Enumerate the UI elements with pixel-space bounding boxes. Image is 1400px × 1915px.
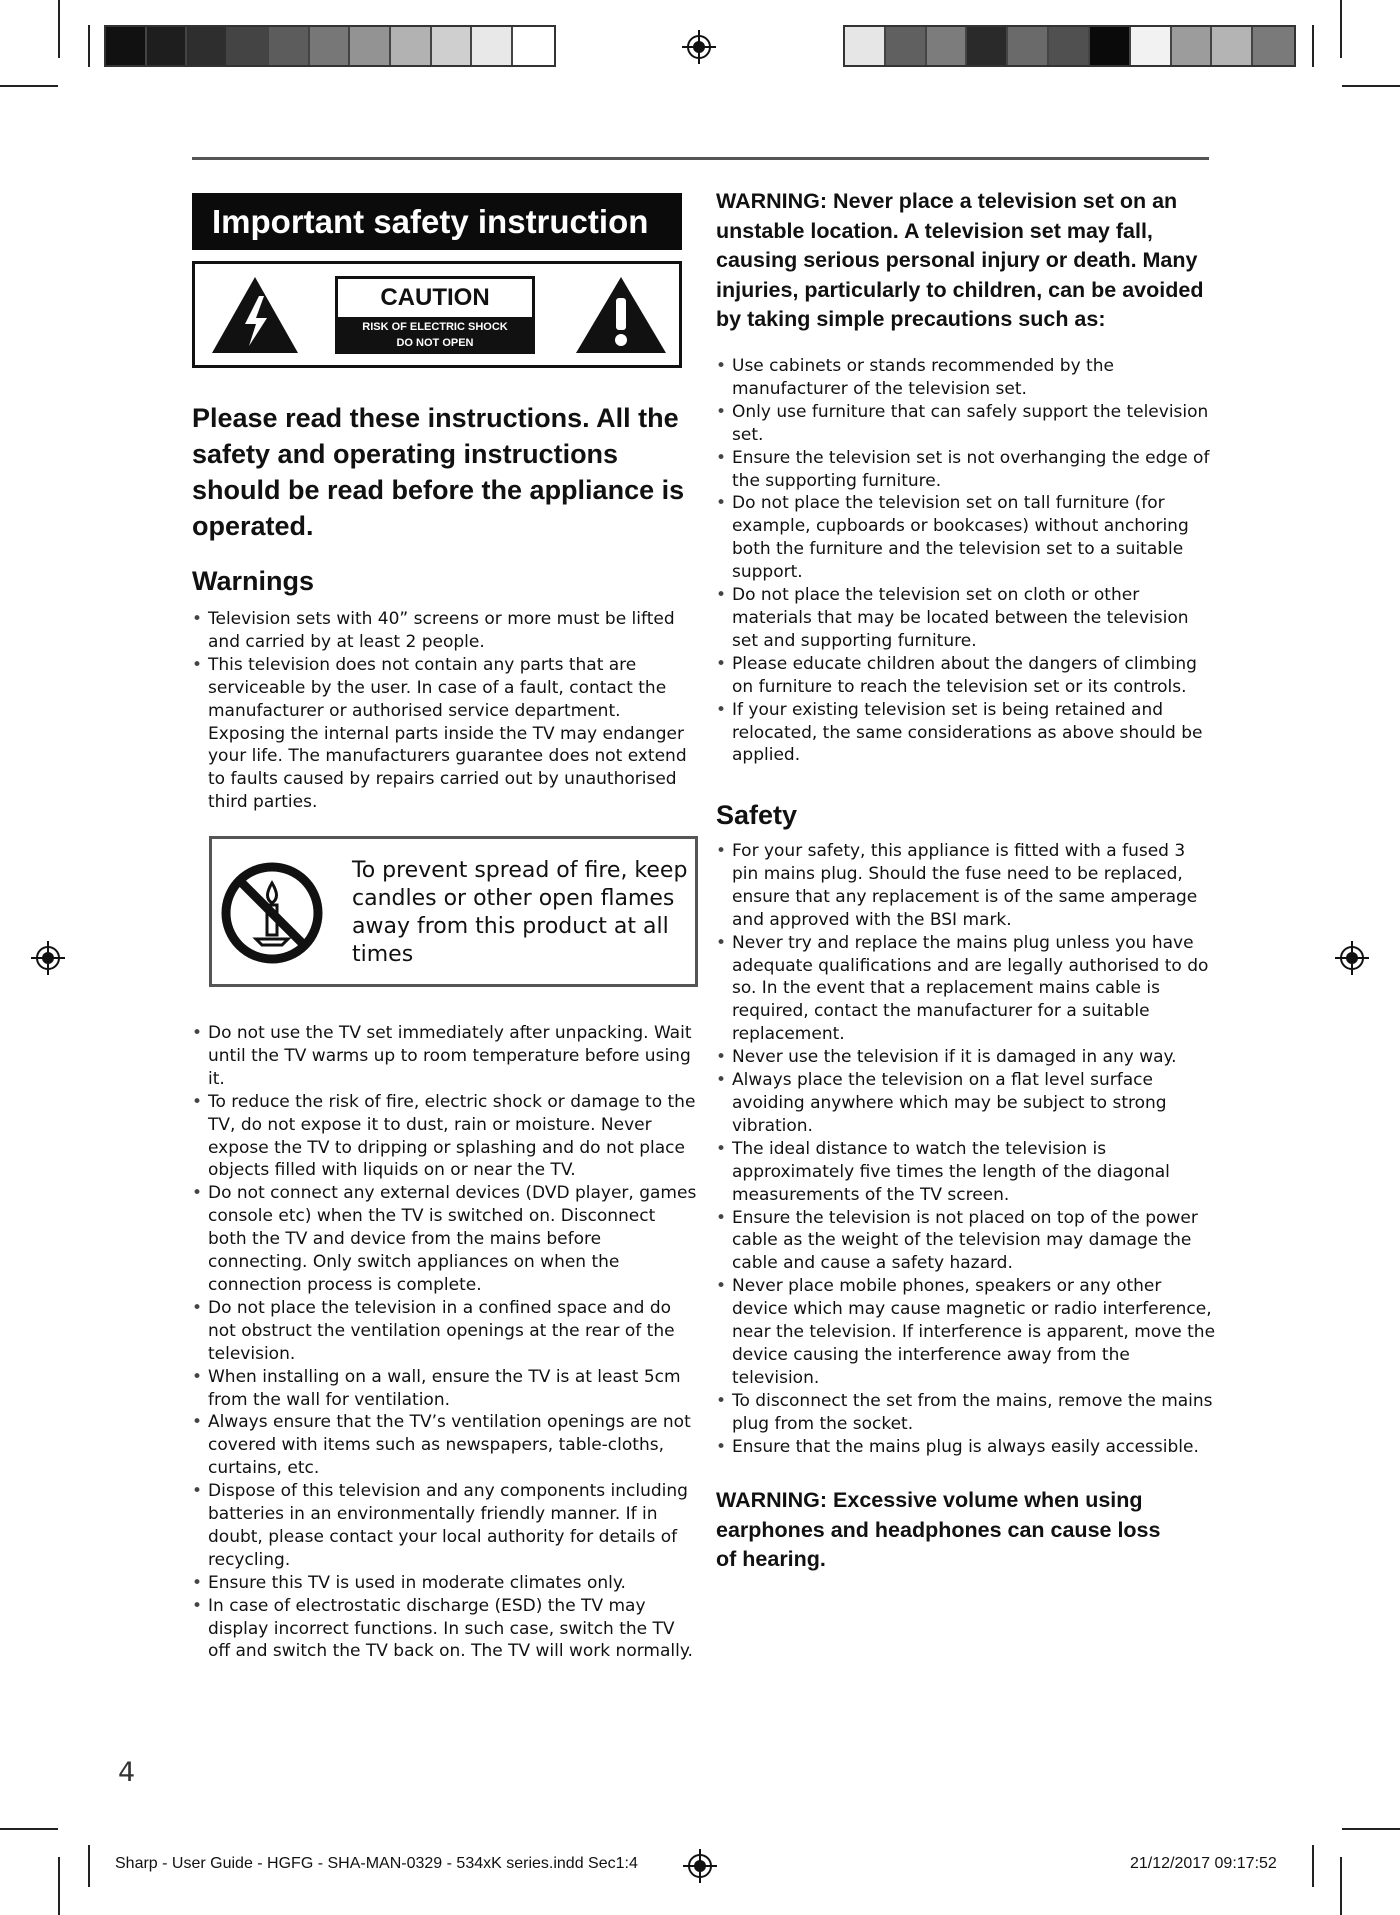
color-swatch	[845, 27, 886, 65]
list-item: • In case of electrostatic discharge (ESD) the TV may display incorrect functions. In such case, switch the TV off and switch the TV back on. The TV will work normally.	[192, 1595, 697, 1664]
no-open-flame-icon	[220, 861, 324, 965]
caution-label	[335, 276, 535, 354]
color-swatch	[513, 27, 554, 65]
color-swatch	[967, 27, 1008, 65]
crop-mark	[58, 1857, 60, 1915]
warnings-list	[192, 608, 692, 814]
stability-warning: WARNING: Never place a television set on an unstable location. A television set may fall, causing serious personal injury or death. Many injuries, particularly to children, can be avoided by taking simple precautions such as:	[716, 189, 1204, 331]
top-rule	[192, 157, 1209, 160]
list-item: • The ideal distance to watch the television is approximately five times the length of the diagonal measurements of the TV screen.	[716, 1138, 1216, 1207]
page-number: 4	[118, 1757, 136, 1788]
color-swatch	[269, 27, 310, 65]
footer-timestamp: 21/12/2017 09:17:52	[1130, 1855, 1277, 1872]
color-swatch	[350, 27, 391, 65]
list-item: • Ensure that the mains plug is always easily accessible.	[716, 1436, 1216, 1459]
list-item: • Please educate children about the dangers of climbing on furniture to reach the television set or its controls.	[716, 653, 1216, 699]
color-swatch	[927, 27, 968, 65]
footer-file-info: Sharp - User Guide - HGFG - SHA-MAN-0329 - 534xK series.indd Sec1:4	[115, 1855, 638, 1872]
section-title: Important safety instruction	[192, 193, 682, 250]
crop-mark	[1342, 1828, 1400, 1830]
list-item: • When installing on a wall, ensure the TV is at least 5cm from the wall for ventilation.	[192, 1366, 697, 1412]
crop-mark	[0, 85, 58, 87]
color-swatch	[187, 27, 228, 65]
caution-banner	[192, 261, 682, 368]
list-item: • Always ensure that the TV’s ventilation openings are not covered with items such as newspapers, table-cloths, curtains, etc.	[192, 1411, 697, 1480]
safety-list	[716, 840, 1216, 1458]
color-swatch	[1212, 27, 1253, 65]
color-swatch	[472, 27, 513, 65]
color-swatch	[886, 27, 927, 65]
list-item: • To disconnect the set from the mains, remove the mains plug from the socket.	[716, 1390, 1216, 1436]
crop-mark	[88, 25, 90, 67]
volume-warning: WARNING: Excessive volume when using earphones and headphones can cause loss of hearing.	[716, 1488, 1161, 1571]
registration-mark-icon	[683, 1849, 717, 1883]
fire-notice-box	[209, 836, 698, 987]
list-item: • Ensure the television set is not overhanging the edge of the supporting furniture.	[716, 447, 1216, 493]
color-bar-left	[104, 25, 556, 67]
color-swatch	[1172, 27, 1213, 65]
list-item: • Do not place the television set on tall furniture (for example, cupboards or bookcases) without anchoring both the furniture and the television set to a suitable support.	[716, 492, 1216, 584]
crop-mark	[1340, 1857, 1342, 1915]
color-bar-right	[843, 25, 1296, 67]
registration-mark-icon	[1335, 941, 1369, 975]
list-item: • Do not connect any external devices (DVD player, games console etc) when the TV is switched on. Disconnect both the TV and device from the mains before connecting. Only switch appliances on when the connection process is complete.	[192, 1182, 697, 1297]
crop-mark	[88, 1845, 90, 1887]
list-item: • If your existing television set is being retained and relocated, the same considerations as above should be applied.	[716, 699, 1216, 768]
registration-mark-icon	[682, 30, 716, 64]
color-swatch	[1253, 27, 1294, 65]
color-swatch	[1090, 27, 1131, 65]
crop-mark	[58, 0, 60, 58]
list-item: • Never try and replace the mains plug unless you have adequate qualifications and are legally authorised to do so. In the event that a replacement mains cable is required, contact the manufacturer for a suitable replacement.	[716, 932, 1216, 1047]
color-swatch	[1049, 27, 1090, 65]
list-item: • Only use furniture that can safely support the television set.	[716, 401, 1216, 447]
list-item: • Do not place the television in a confined space and do not obstruct the ventilation openings at the rear of the television.	[192, 1297, 697, 1366]
list-item: • Do not use the TV set immediately after unpacking. Wait until the TV warms up to room temperature before using it.	[192, 1022, 697, 1091]
list-item: • Television sets with 40” screens or more must be lifted and carried by at least 2 people.	[192, 608, 692, 654]
color-swatch	[228, 27, 269, 65]
list-item: • Always place the television on a flat level surface avoiding anywhere which may be subject to strong vibration.	[716, 1069, 1216, 1138]
list-item: • Ensure this TV is used in moderate climates only.	[192, 1572, 697, 1595]
safety-heading: Safety	[716, 800, 798, 830]
list-item: • For your safety, this appliance is fitted with a fused 3 pin mains plug. Should the fuse need to be replaced, ensure that any replacement is of the same amperage and approved with the BSI mark.	[716, 840, 1216, 932]
stability-list	[716, 355, 1216, 767]
color-swatch	[391, 27, 432, 65]
general-list	[192, 1022, 697, 1663]
crop-mark	[1312, 1845, 1314, 1887]
intro-text: Please read these instructions. All the safety and operating instructions should be read before the appliance is operated.	[192, 403, 685, 541]
crop-mark	[1312, 25, 1314, 67]
list-item: • Ensure the television is not placed on top of the power cable as the weight of the television may damage the cable and cause a safety hazard.	[716, 1207, 1216, 1276]
caution-subtitle: RISK OF ELECTRIC SHOCK DO NOT OPEN	[338, 317, 532, 351]
color-swatch	[147, 27, 188, 65]
color-swatch	[1131, 27, 1172, 65]
list-item: • Do not place the television set on cloth or other materials that may be located between the television set and supporting furniture.	[716, 584, 1216, 653]
crop-mark	[0, 1828, 58, 1830]
list-item: • Use cabinets or stands recommended by the manufacturer of the television set.	[716, 355, 1216, 401]
color-swatch	[1008, 27, 1049, 65]
electric-shock-warning-icon	[209, 274, 301, 356]
color-swatch	[106, 27, 147, 65]
fire-notice-text: To prevent spread of fire, keep candles or other open flames away from this product at all times	[352, 858, 688, 967]
crop-mark	[1340, 0, 1342, 58]
registration-mark-icon	[31, 941, 65, 975]
list-item: • Dispose of this television and any components including batteries in an environmentally friendly manner. If in doubt, please contact your local authority for details of recycling.	[192, 1480, 697, 1572]
warnings-heading: Warnings	[192, 566, 315, 596]
color-swatch	[432, 27, 473, 65]
list-item: • This television does not contain any parts that are serviceable by the user. In case of a fault, contact the manufacturer or authorised service department. Exposing the internal parts inside the TV may endanger your life. The manufacturers guarantee does not extend to faults caused by repairs carried out by unauthorised third parties.	[192, 654, 692, 814]
list-item: • To reduce the risk of fire, electric shock or damage to the TV, do not expose it to dust, rain or moisture. Never expose the TV to dripping or splashing and do not place objects filled with liquids on or near the TV.	[192, 1091, 697, 1183]
crop-mark	[1342, 85, 1400, 87]
color-swatch	[310, 27, 351, 65]
list-item: • Never place mobile phones, speakers or any other device which may cause magnetic or radio interference, near the television. If interference is apparent, move the device causing the interference away from the television.	[716, 1275, 1216, 1390]
caution-title: CAUTION	[338, 279, 532, 317]
list-item: • Never use the television if it is damaged in any way.	[716, 1046, 1216, 1069]
exclamation-warning-icon	[573, 274, 669, 356]
